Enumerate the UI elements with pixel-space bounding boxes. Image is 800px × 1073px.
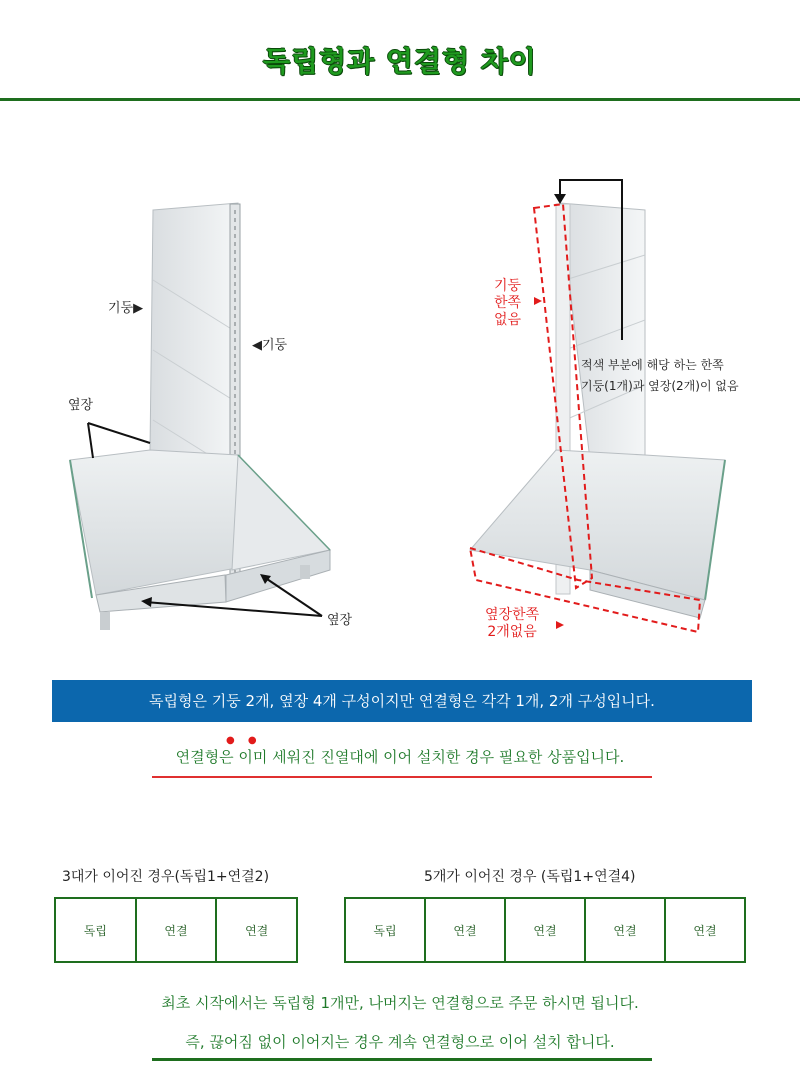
- example1-cell-3: 연결: [215, 899, 296, 961]
- pillar-missing-line-1: 기둥: [494, 278, 522, 294]
- example2-cell-2: 연결: [424, 899, 504, 961]
- shelf-illustration: [0, 160, 800, 660]
- note-underline: [152, 776, 652, 778]
- pillar-missing-label: [494, 278, 521, 329]
- summary-banner: 독립형은 기둥 2개, 옆장 4개 구성이지만 연결형은 각각 1개, 2개 구성입니다.: [52, 680, 752, 722]
- bottom-underline: [152, 1058, 652, 1061]
- example1-cell-2: 연결: [135, 899, 216, 961]
- pillar-label-right: ◀기둥: [252, 338, 288, 353]
- explain-line-1: 적색 부분에 해당 하는 한쪽: [581, 358, 724, 372]
- side-missing-line-2: 2개없음: [487, 624, 537, 640]
- side-missing-label: [485, 607, 539, 641]
- connected-note: 연결형은 이미 세워진 진열대에 이어 설치한 경우 필요한 상품입니다.: [175, 748, 625, 766]
- example2-cell-4: 연결: [584, 899, 664, 961]
- connected-shelf: [470, 180, 725, 632]
- example2-caption: 5개가 이어진 경우 (독립1+연결4): [424, 869, 636, 885]
- page-title: 독립형과 연결형 차이: [263, 45, 537, 78]
- pillar-missing-line-2: 한쪽: [494, 295, 522, 311]
- pillar-label-left: 기둥▶: [108, 301, 144, 316]
- side-missing-line-1: 옆장한쪽: [485, 607, 540, 623]
- example1-cell-1: 독립: [83, 923, 107, 938]
- example2-cell-5: 연결: [664, 899, 744, 961]
- side-panel-label-bottom: 옆장: [327, 613, 353, 628]
- shelf-diagrams: [0, 160, 800, 660]
- explain-line-2: 기둥(1개)과 옆장(2개)이 없음: [581, 379, 739, 393]
- emphasis-dots: ● ●: [226, 735, 262, 746]
- title-divider: [0, 98, 800, 101]
- example2-cell-1: 독립: [373, 923, 397, 938]
- example1-caption: 3대가 이어진 경우(독립1+연결2): [62, 869, 270, 885]
- example2-cell-3: 연결: [504, 899, 584, 961]
- example2-grid: [344, 897, 746, 963]
- standalone-shelf: [70, 203, 330, 630]
- pillar-missing-line-3: 없음: [494, 312, 522, 328]
- example1-grid: [54, 897, 298, 963]
- ordering-instruction: 최초 시작에서는 독립형 1개만, 나머지는 연결형으로 주문 하시면 됩니다.: [161, 994, 639, 1012]
- continuation-instruction: 즉, 끊어짐 없이 이어지는 경우 계속 연결형으로 이어 설치 합니다.: [185, 1033, 615, 1051]
- side-panel-label-top: 옆장: [68, 398, 94, 413]
